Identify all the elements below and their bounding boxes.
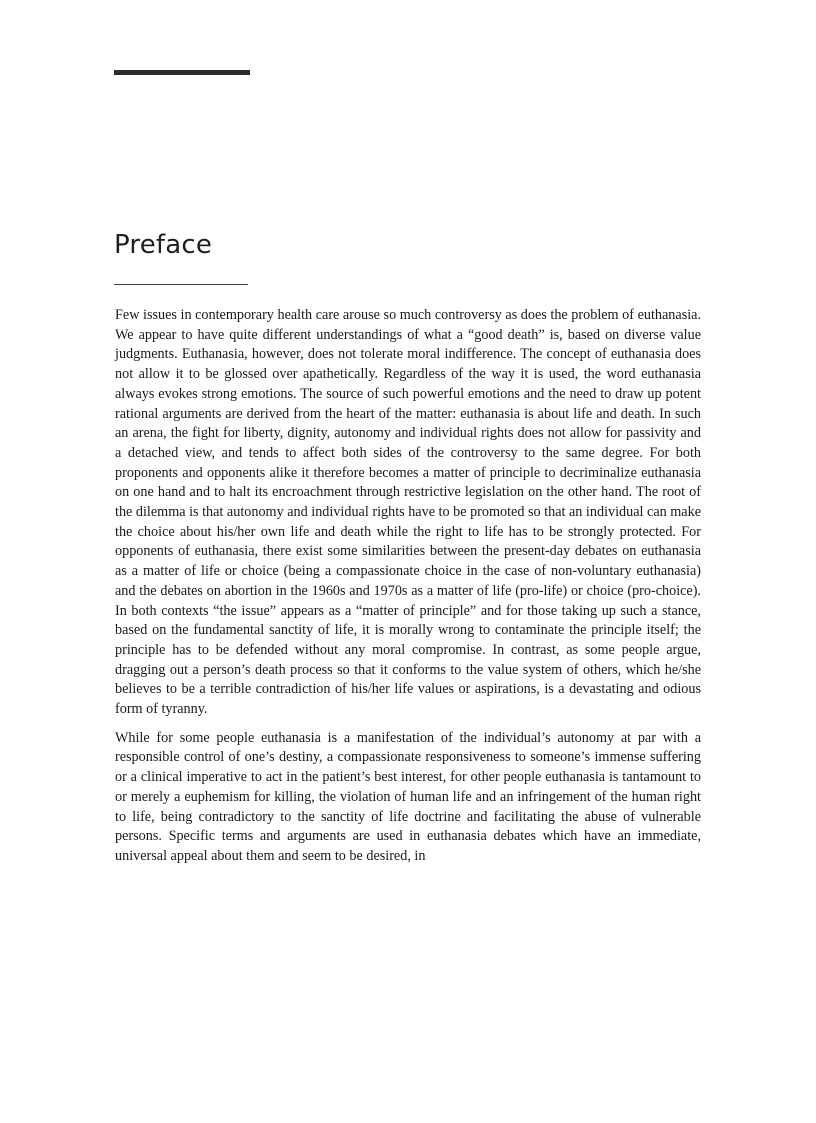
top-decorative-rule — [114, 70, 250, 75]
paragraph: Few issues in contemporary health care arouse so much controversy as does the problem of euthanasia. We appear to have quite different understandings of what a “good death” is, based on diverse value judgments. Euthanasia, however, does not tolerate moral indifference. The concept of euthanasia does not allow it to be glossed over apathetically. Regardless of the way it is used, the word euthanasia always evokes strong emotions. The source of such powerful emotions and the need to draw up potent rational arguments are derived from the heart of the matter: euthanasia is about life and death. In such an arena, the fight for liberty, dignity, autonomy and individual rights does not allow for passivity and a detached view, and tends to affect both sides of the controversy to the same degree. For both proponents and opponents alike it therefore becomes a matter of principle to decriminalize euthanasia on one hand and to halt its encroachment through restrictive legislation on the other hand. The root of the dilemma is that autonomy and individual rights have to be promoted so that an individual can make the choice about his/her own life and death while the right to life has to be strongly protected. For opponents of euthanasia, there exist some similarities between the present-day debates on euthanasia as a matter of life or choice (being a compassionate choice in the case of non-voluntary euthanasia) and the debates on abortion in the 1960s and 1970s as a matter of life (pro-life) or choice (pro-choice). In both contexts “the issue” appears as a “matter of principle” and for those taking up such a stance, based on the fundamental sanctity of life, it is morally wrong to contaminate the principle itself; the principle has to be defended without any moral compromise. In contrast, as some people argue, dragging out a person’s death process so that it conforms to the value system of others, which he/she believes to be a terrible contradiction of his/her life values or aspirations, is a devastating and odious form of tyranny. — [115, 307, 701, 718]
page-title: Preface — [114, 230, 213, 260]
title-underline-rule — [114, 284, 248, 285]
paragraph: While for some people euthanasia is a manifestation of the individual’s autonomy at par with a responsible control of one’s destiny, a compassionate responsiveness to someone’s immense suffering or a clinical imperative to act in the patient’s best interest, for other people euthanasia is tantamount to or merely a euphemism for killing, the violation of human life and an infringement of the human right to life, being contradictory to the sanctity of life doctrine and facilitating the abuse of vulnerable persons. Specific terms and arguments are used in euthanasia debates which have an immediate, universal appeal about them and seem to be desired, in — [115, 729, 701, 864]
body-text — [115, 306, 701, 867]
